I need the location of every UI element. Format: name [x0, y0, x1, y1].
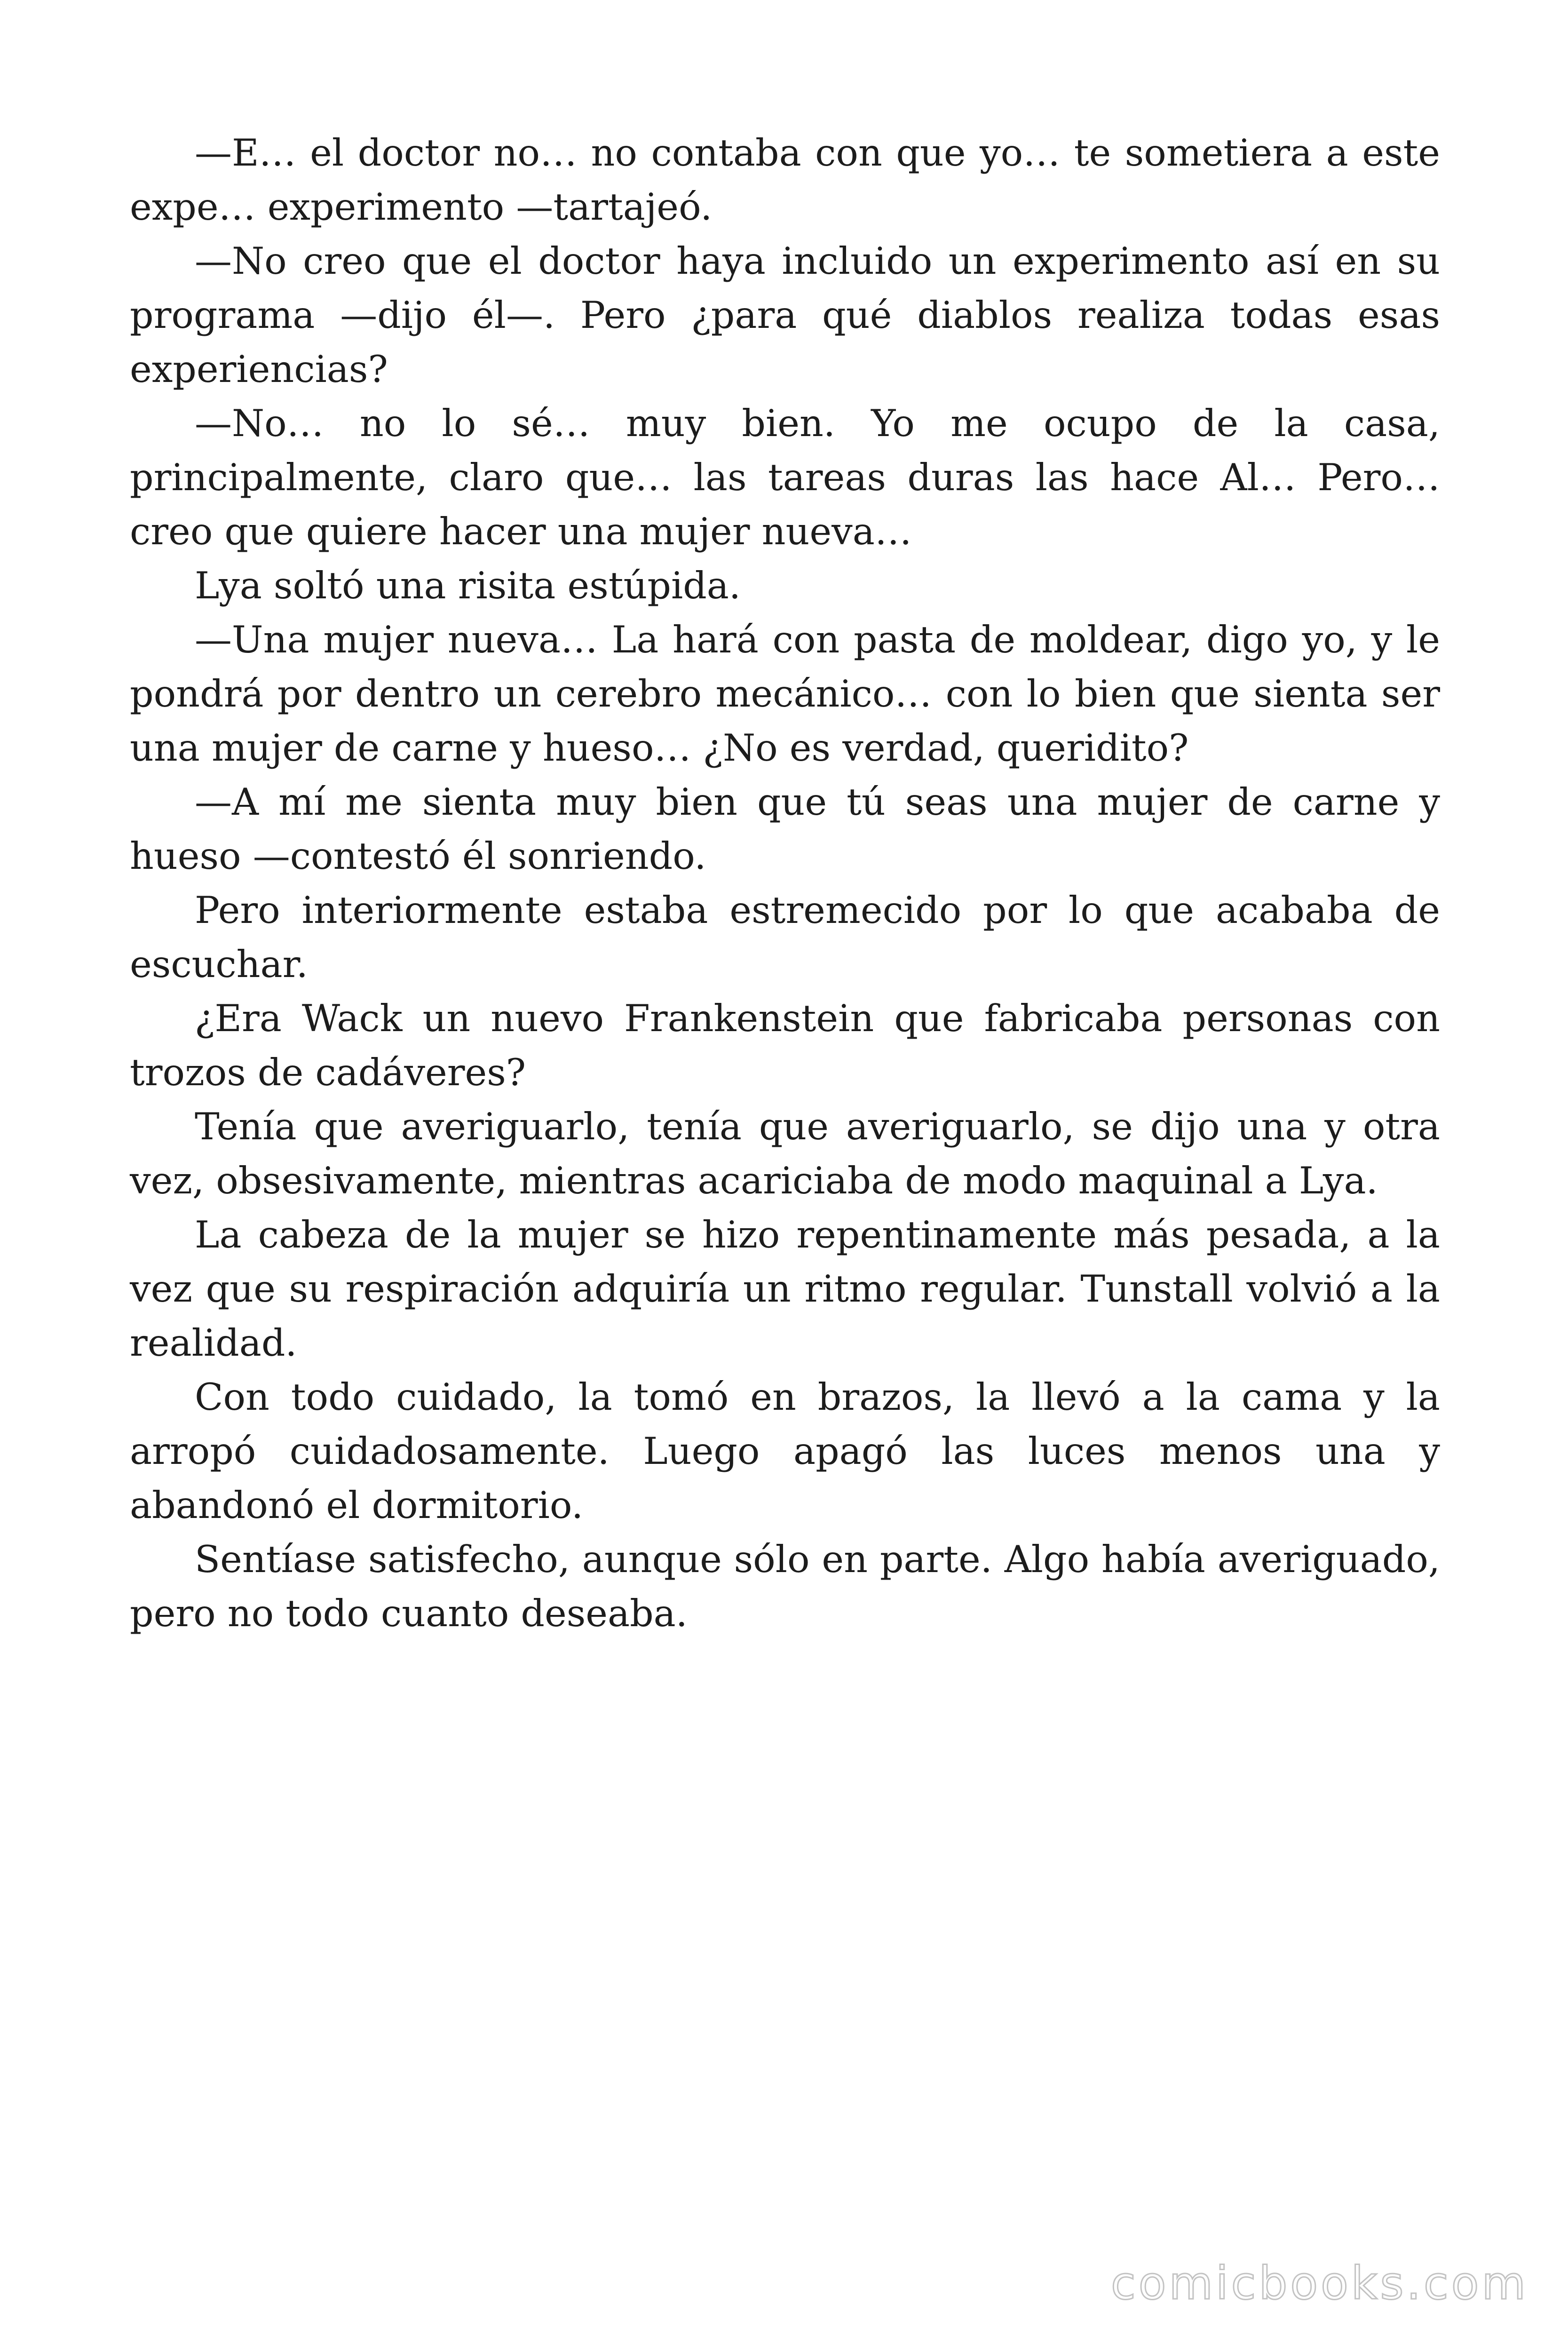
paragraph: —No… no lo sé… muy bien. Yo me ocupo de la casa, principalmente, claro que… las tareas duras las hace Al… Pero… creo que quiere hacer una mujer nueva…: [130, 402, 1440, 553]
paragraph: —Una mujer nueva… La hará con pasta de moldear, digo yo, y le pondrá por dentro un cerebro mecánico… con lo bien que sienta ser una mujer de carne y hueso… ¿No es verdad, queridito?: [130, 618, 1440, 770]
paragraph: Lya soltó una risita estúpida.: [195, 564, 741, 607]
paragraph: La cabeza de la mujer se hizo repentinamente más pesada, a la vez que su respiración adquiría un ritmo regular. Tunstall volvió a la realidad.: [130, 1213, 1440, 1365]
paragraph: Con todo cuidado, la tomó en brazos, la llevó a la cama y la arropó cuidadosamente. Luego apagó las luces menos una y abandonó el dormitorio.: [130, 1375, 1440, 1527]
paragraph: Pero interiormente estaba estremecido por lo que acababa de escuchar.: [130, 889, 1440, 986]
paragraph: ¿Era Wack un nuevo Frankenstein que fabricaba personas con trozos de cadáveres?: [130, 997, 1440, 1094]
paragraph: Tenía que averiguarlo, tenía que averiguarlo, se dijo una y otra vez, obsesivamente, mientras acariciaba de modo maquinal a Lya.: [130, 1105, 1440, 1202]
paragraph: —No creo que el doctor haya incluido un experimento así en su programa —dijo él—. Pero ¿para qué diablos realiza todas esas experiencias?: [130, 239, 1440, 391]
paragraph: Sentíase satisfecho, aunque sólo en parte. Algo había averiguado, pero no todo cuanto deseaba.: [130, 1538, 1440, 1635]
page-text: [130, 126, 1440, 1641]
paragraph: —A mí me sienta muy bien que tú seas una mujer de carne y hueso —contestó él sonriendo.: [130, 780, 1440, 878]
watermark: comicbooks.com: [1110, 2257, 1528, 2310]
paragraph: —E… el doctor no… no contaba con que yo… te sometiera a este expe… experimento —tartajeó.: [130, 131, 1440, 229]
